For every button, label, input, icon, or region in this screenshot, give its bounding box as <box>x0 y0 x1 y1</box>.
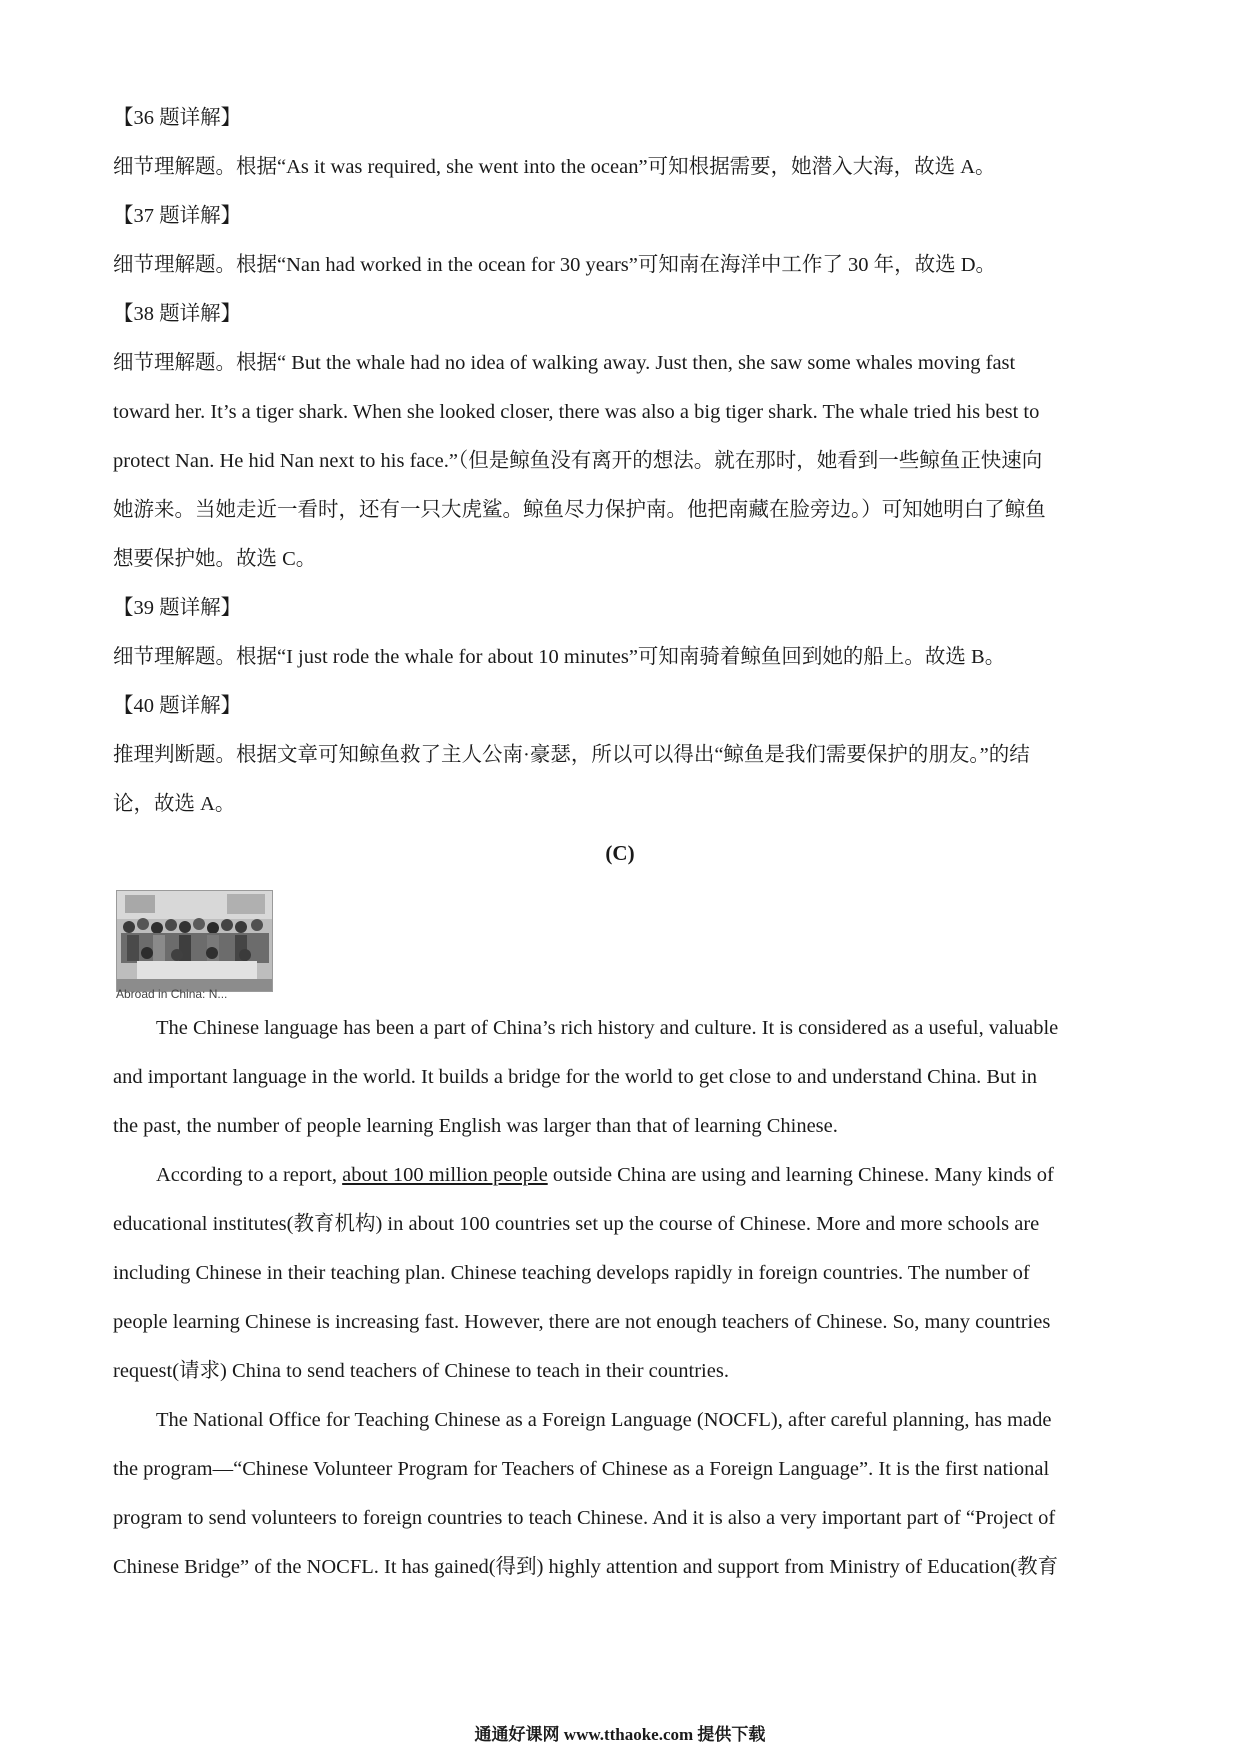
passage-p2-line-3: including Chinese in their teaching plan. Chinese teaching develops rapidly in foreign countries. The number of <box>113 1262 1030 1284</box>
passage-p1-line-2: and important language in the world. It builds a bridge for the world to get close to and understand China. But in <box>113 1066 1038 1088</box>
answer-38-text-line-4: 她游来。当她走近一看时，还有一只大虎鲨。鲸鱼尽力保护南。他把南藏在脸旁边。）可知她明白了鲸鱼 <box>113 499 1046 521</box>
passage-p3-line-3: program to send volunteers to foreign countries to teach Chinese. And it is also a very important part of “Project of <box>113 1507 1056 1529</box>
passage-p2-line-5: request(请求) China to send teachers of Chinese to teach in their countries. <box>113 1360 729 1382</box>
footer-watermark: 通通好课网 www.tthaoke.com 提供下载 <box>474 1725 766 1744</box>
answer-38-text-line-1: 细节理解题。根据“ But the whale had no idea of walking away. Just then, she saw some whales moving fast <box>113 352 1016 374</box>
answer-38-text-line-3: protect Nan. He hid Nan next to his face.”（但是鲸鱼没有离开的想法。就在那时，她看到一些鲸鱼正快速向 <box>113 450 1043 472</box>
passage-p2-pre: According to a report, <box>156 1164 343 1186</box>
answer-38-heading: 【38 题详解】 <box>113 303 242 325</box>
passage-p1-line-3: the past, the number of people learning English was larger than that of learning Chinese. <box>113 1115 838 1137</box>
answer-38-text-line-5: 想要保护她。故选 C。 <box>113 548 317 570</box>
section-title: (C) <box>605 841 635 865</box>
answer-39-heading: 【39 题详解】 <box>113 597 242 619</box>
passage-p1-line-1: The Chinese language has been a part of China’s rich history and culture. It is considered as a useful, valuable <box>156 1017 1059 1039</box>
passage-p2-post: outside China are using and learning Chinese. Many kinds of <box>547 1164 1054 1186</box>
answer-40-text-line-2: 论，故选 A。 <box>113 793 236 815</box>
passage-p2-line-1 <box>156 1163 1054 1187</box>
answer-36-heading: 【36 题详解】 <box>113 107 242 129</box>
answer-37-heading: 【37 题详解】 <box>113 205 242 227</box>
passage-p2-line-4: people learning Chinese is increasing fast. However, there are not enough teachers of Chinese. So, many countries <box>113 1311 1051 1333</box>
underlined-phrase: about 100 million people <box>342 1164 548 1186</box>
passage-p2-line-2: educational institutes(教育机构) in about 100 countries set up the course of Chinese. More and more schools are <box>113 1213 1040 1235</box>
answer-37-text: 细节理解题。根据“Nan had worked in the ocean for 30 years”可知南在海洋中工作了 30 年，故选 D。 <box>113 254 997 276</box>
answer-38-text-line-2: toward her. It’s a tiger shark. When she looked closer, there was also a big tiger shark. The whale tried his best to <box>113 401 1040 423</box>
answer-40-text-line-1: 推理判断题。根据文章可知鲸鱼救了主人公南·豪瑟，所以可以得出“鲸鱼是我们需要保护的朋友。”的结 <box>113 744 1030 766</box>
passage-p3-line-2: the program—“Chinese Volunteer Program for Teachers of Chinese as a Foreign Language”. It is the first national <box>113 1458 1050 1480</box>
answer-39-text: 细节理解题。根据“I just rode the whale for about 10 minutes”可知南骑着鲸鱼回到她的船上。故选 B。 <box>113 646 1006 668</box>
passage-p3-line-1: The National Office for Teaching Chinese as a Foreign Language (NOCFL), after careful planning, has made <box>156 1409 1052 1431</box>
passage-p3-line-4: Chinese Bridge” of the NOCFL. It has gained(得到) highly attention and support from Ministry of Education(教育 <box>113 1556 1059 1578</box>
group-photo-image <box>117 891 272 991</box>
answer-36-text: 细节理解题。根据“As it was required, she went into the ocean”可知根据需要，她潜入大海，故选 A。 <box>113 156 996 178</box>
photo-caption: Abroad in China: N... <box>116 987 228 1001</box>
answer-40-heading: 【40 题详解】 <box>113 695 242 717</box>
